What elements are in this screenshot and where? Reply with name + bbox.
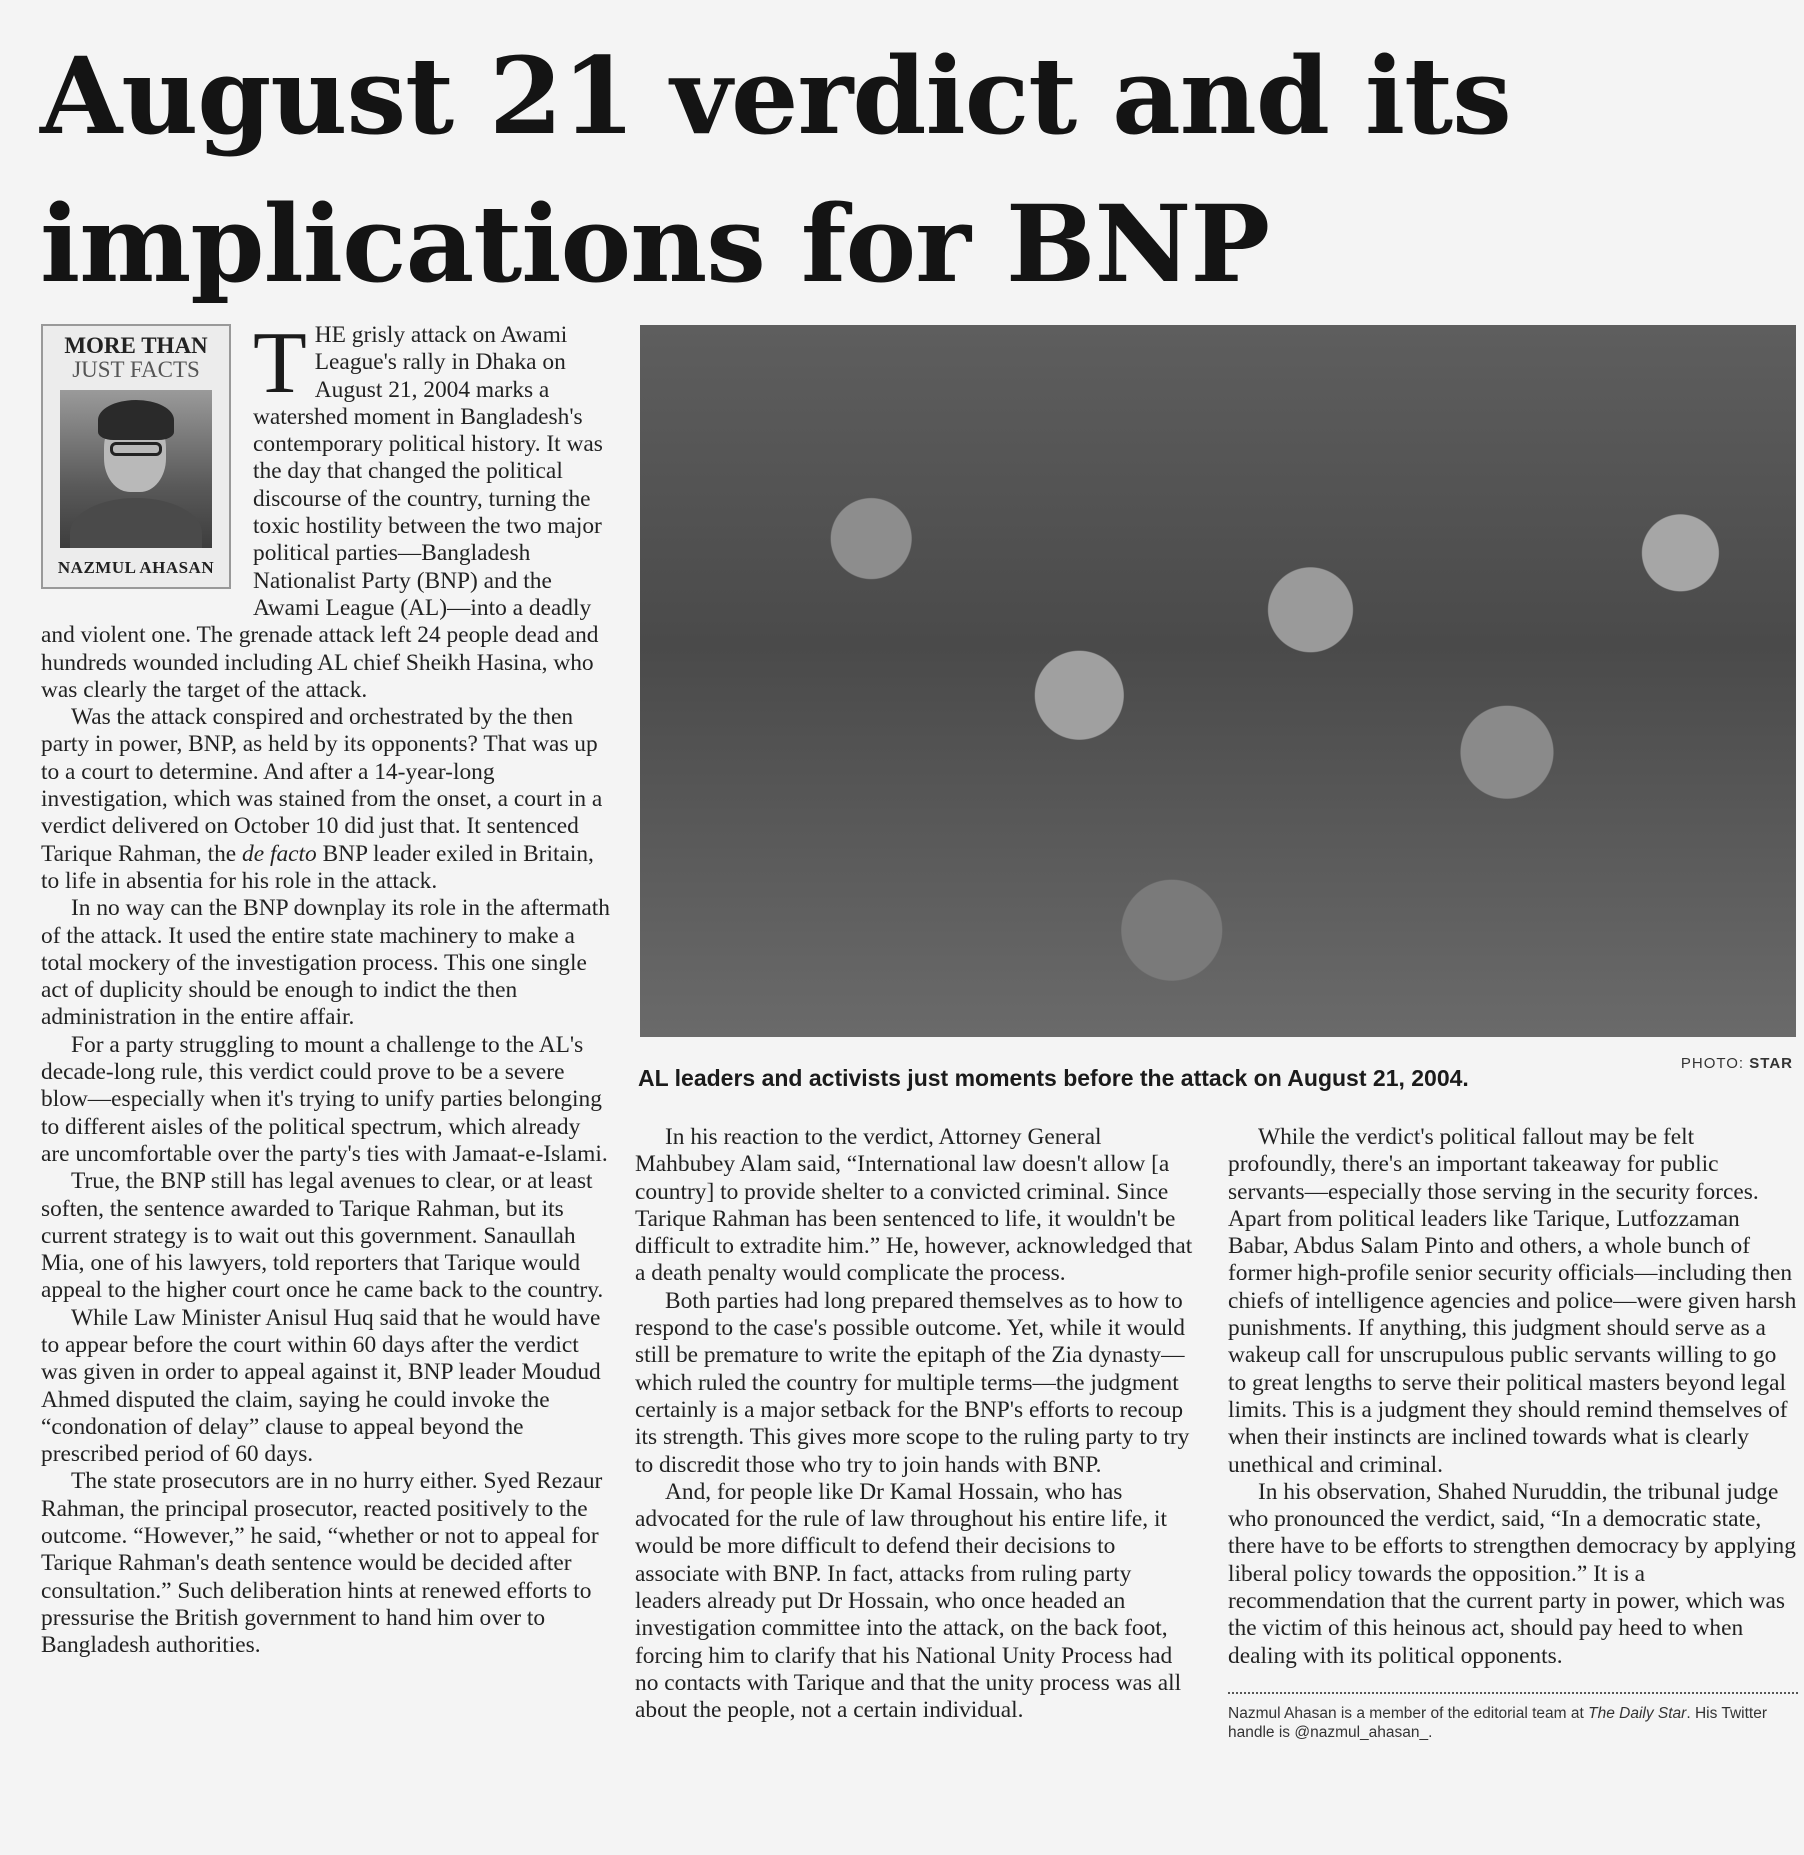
article-column-1 <box>41 315 611 1660</box>
photo-credit: PHOTO: STAR <box>1680 1055 1793 1072</box>
article-column-3 <box>1228 1124 1798 1742</box>
paragraph-10: And, for people like Dr Kamal Hossain, who has advocated for the rule of law throughout his entire life, it would be more difficult to defend their decisions to associate with BNP. In fact, attacks from ruling party leaders already put Dr Hossain, who once headed an investigation committee into the attack, on the back foot, forcing him to clarify that his National Unity Process had no contacts with Tarique and that the unity process was all about the people, not a certain individual. <box>635 1478 1182 1724</box>
divider <box>1228 1692 1798 1694</box>
crowd-photo <box>640 325 1796 1037</box>
paragraph-1: THE grisly attack on Awami League's rally in Dhaka on August 21, 2004 marks a watershed moment in Bangladesh's contemporary political history. It was the day that changed the political discourse of the country, turning the toxic hostility between the two major political parties—Bangladesh Nationalist Party (BNP) and the Awami League (AL)—into a deadly and violent one. The grenade attack left 24 people dead and hundreds wounded including AL chief Sheikh Hasina, who was clearly the target of the attack. <box>41 315 603 703</box>
column-badge <box>41 324 231 589</box>
column-label <box>51 334 221 382</box>
column-label-main: MORE THAN <box>64 333 208 358</box>
paragraph-12: In his observation, Shahed Nuruddin, the tribunal judge who pronounced the verdict, said, “In a democratic state, there have to be efforts to strengthen democracy by applying liberal policy towards the opposition.” It is a recommendation that the current party in power, which was the victim of this heinous act, should pay heed to when dealing with its political opponents. <box>1228 1478 1796 1669</box>
paragraph-3: In no way can the BNP downplay its role in the aftermath of the attack. It used the entire state machinery to make a total mockery of the investigation process. This one single act of duplicity should be enough to indict the then administration in the entire affair. <box>41 895 610 1031</box>
headline: August 21 verdict and its implications for BNP <box>40 33 1511 306</box>
column-label-sub: JUST FACTS <box>72 357 200 382</box>
author-headshot <box>60 390 212 548</box>
paragraph-11: While the verdict's political fallout may be felt profoundly, there's an important takeaway for public servants—especially those serving in the security forces. Apart from political leaders like Tarique, Lutfozzaman Babar, Abdus Salam Pinto and others, a whole bunch of former high-profile senior security officials—including then chiefs of intelligence agencies and police—were given harsh punishments. If anything, this judgment should serve as a wakeup call for unscrupulous public servants willing to go to great lengths to serve their political masters beyond legal limits. This is a judgment they should remind themselves of when their instincts are inclined towards what is clearly unethical and criminal. <box>1228 1124 1797 1478</box>
paragraph-7: The state prosecutors are in no hurry either. Syed Rezaur Rahman, the principal prosecutor, reacted positively to the outcome. “However,” he said, “whether or not to appeal for Tarique Rahman's death sentence would be decided after consultation.” Such deliberation hints at renewed efforts to pressurise the British government to hand him over to Bangladesh authorities. <box>41 1468 603 1659</box>
paragraph-8: In his reaction to the verdict, Attorney General Mahbubey Alam said, “International law doesn't allow [a country] to provide shelter to a convicted criminal. Since Tarique Rahman has been sentenced to life, it wouldn't be difficult to extradite him.” He, however, acknowledged that a death penalty would complicate the process. <box>635 1124 1193 1287</box>
paragraph-5: True, the BNP still has legal avenues to clear, or at least soften, the sentence awarded to Tarique Rahman, but its current strategy is to wait out this government. Sanaullah Mia, one of his lawyers, told reporters that Tarique would appeal to the higher court once he came back to the country. <box>41 1168 604 1304</box>
drop-cap: T <box>253 315 307 412</box>
paragraph-9: Both parties had long prepared themselves as to how to respond to the case's possible outcome. Yet, while it would still be premature to write the epitaph of the Zia dynasty—which ruled the country for multiple terms—the judgment certainly is a major setback for the BNP's efforts to recoup its strength. This gives more scope to the ruling party to try to discredit those who try to join hands with BNP. <box>635 1287 1190 1478</box>
author-name: NAZMUL AHASAN <box>57 558 215 577</box>
paragraph-2: Was the attack conspired and orchestrated by the then party in power, BNP, as held by its opponents? That was up to a court to determine. And after a 14-year-long investigation, which was stained from the onset, a court in a verdict delivered on October 10 did just that. It sentenced Tarique Rahman, the de facto BNP leader exiled in Britain, to life in absentia for his role in the attack. <box>41 704 603 894</box>
paragraph-6: While Law Minister Anisul Huq said that he would have to appear before the court within 60 days after the verdict was given in order to appeal against it, BNP leader Moudud Ahmed disputed the claim, saying he could invoke the “condonation of delay” clause to appeal beyond the prescribed period of 60 days. <box>41 1304 601 1468</box>
paragraph-4: For a party struggling to mount a challenge to the AL's decade-long rule, this verdict could prove to be a severe blow—especially when it's trying to unify parties belonging to different aisles of the political spectrum, which already are uncomfortable over the party's ties with Jamaat-e-Islami. <box>41 1031 608 1167</box>
author-bio: Nazmul Ahasan is a member of the editorial team at The Daily Star. His Twitter handle is @nazmul_ahasan_. <box>1228 1704 1767 1741</box>
photo-caption: AL leaders and activists just moments before the attack on August 21, 2004. <box>638 1065 1469 1091</box>
article-column-2 <box>635 1124 1197 1725</box>
